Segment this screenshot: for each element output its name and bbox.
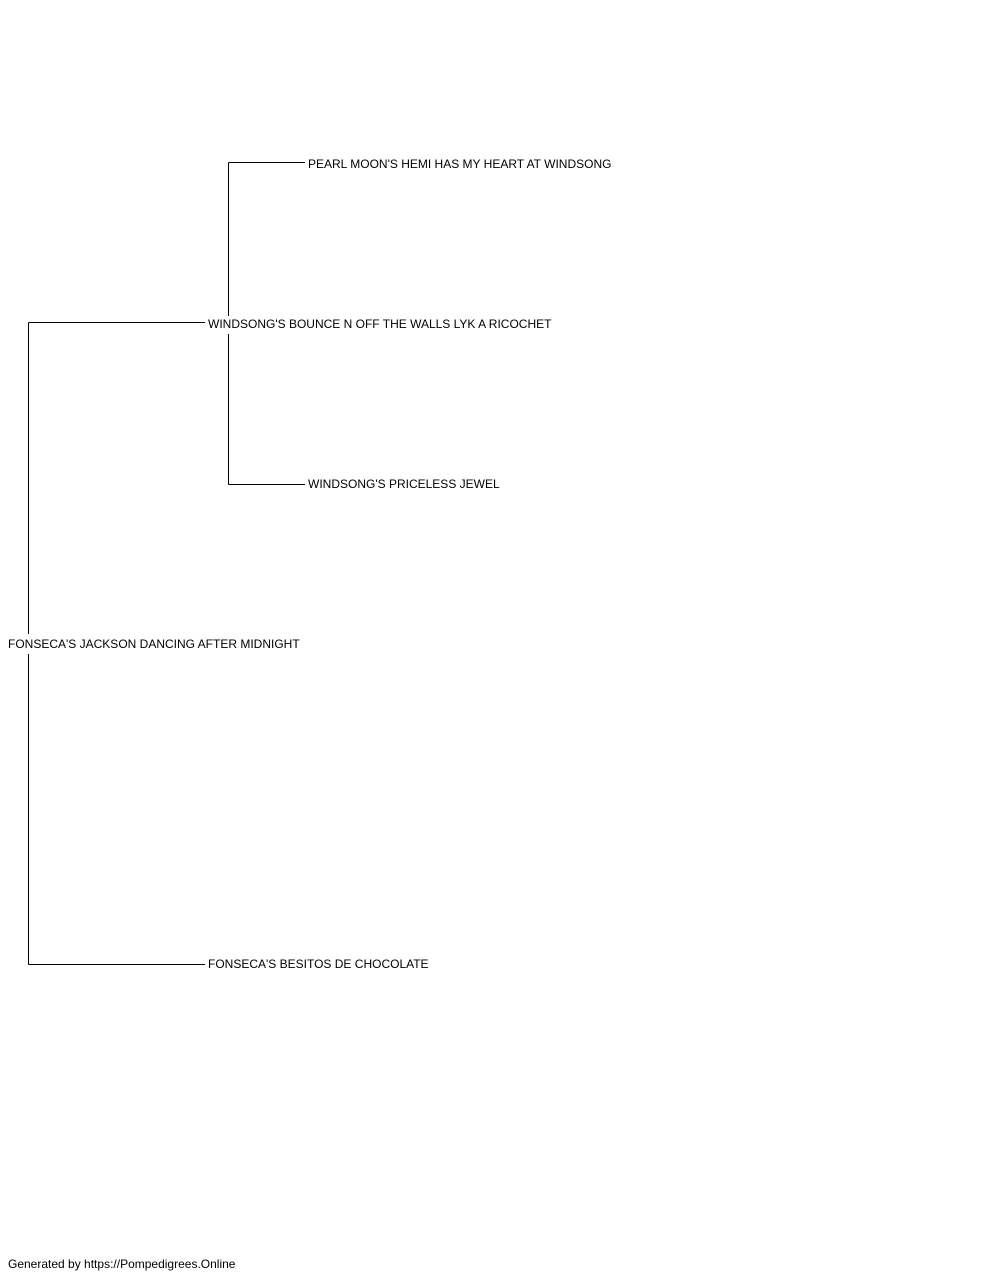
- sire-dam-name: WINDSONG'S PRICELESS JEWEL: [308, 477, 500, 491]
- generated-by-footer: Generated by https://Pompedigrees.Online: [8, 1257, 236, 1271]
- subject-name: FONSECA'S JACKSON DANCING AFTER MIDNIGHT: [8, 637, 300, 651]
- sire-sire-name: PEARL MOON'S HEMI HAS MY HEART AT WINDSONG: [308, 157, 612, 171]
- dam-name: FONSECA'S BESITOS DE CHOCOLATE: [208, 957, 429, 971]
- sire-name: WINDSONG'S BOUNCE N OFF THE WALLS LYK A RICOCHET: [208, 317, 552, 331]
